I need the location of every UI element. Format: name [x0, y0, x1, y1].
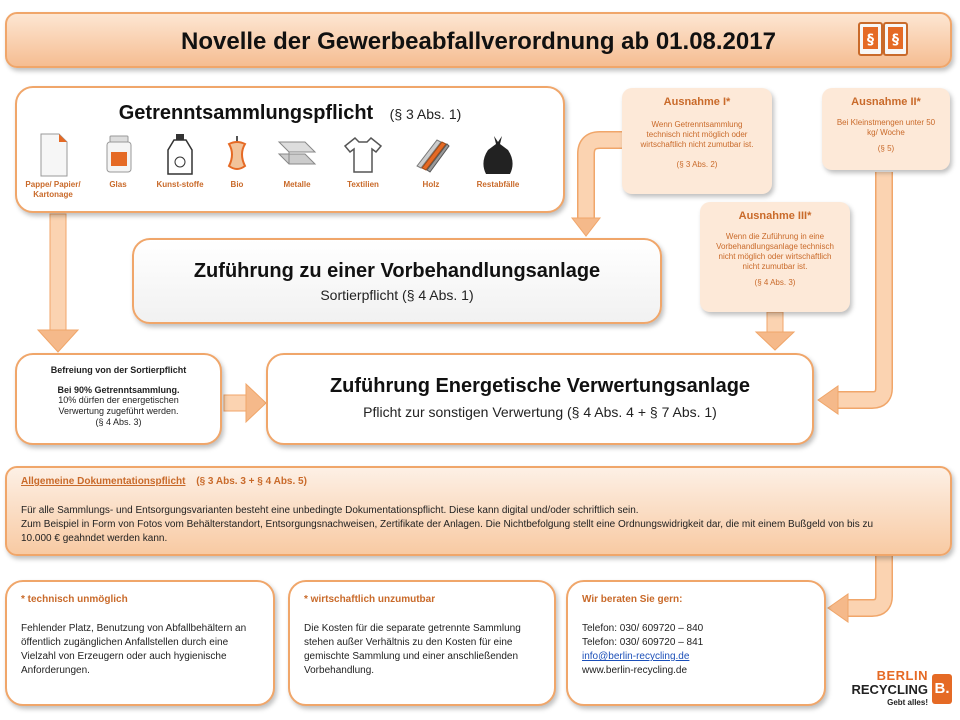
exception-2-ref: (§ 5): [877, 144, 895, 153]
logo-line2: RECYCLING: [851, 682, 928, 697]
technical-note-box: [5, 580, 275, 706]
exception-3-box: [700, 202, 850, 312]
wood-planks-icon: [411, 132, 451, 178]
exemption-title: Befreiung von der Sortierpflicht: [50, 365, 187, 375]
waste-item-bio: [207, 132, 267, 190]
arrow-exemption-to-energy: [224, 384, 266, 422]
waste-item-residual: [468, 132, 528, 190]
exception-2-box: [822, 88, 950, 170]
contact-phone-2: Telefon: 030/ 609720 – 841: [582, 637, 704, 648]
logo-line1: BERLIN: [876, 668, 928, 683]
berlin-recycling-logo: [842, 668, 954, 712]
separate-collection-title: Getrenntsammlungspflicht: [118, 102, 374, 124]
contact-email-link[interactable]: info@berlin-recycling.de: [582, 651, 690, 662]
exception-3-text: Wenn die Zuführung in eine Vorbehandlungsanlage technisch nicht möglich oder wirtschaftlich nicht zumutbar ist.: [716, 232, 834, 271]
plastic-bottle-icon: [160, 132, 200, 178]
exception-2-text: Bei Kleinstmengen unter 50 kg/ Woche: [836, 118, 936, 137]
economic-note-box: [288, 580, 556, 706]
contact-title: Wir beraten Sie gern:: [582, 594, 683, 605]
pretreatment-sub: Sortierpflicht (§ 4 Abs. 1): [320, 287, 474, 303]
metal-beams-icon: [275, 132, 319, 178]
waste-item-wood: [401, 132, 461, 190]
contact-website: www.berlin-recycling.de: [582, 665, 688, 676]
logo-letter: B.: [932, 674, 952, 704]
pretreatment-box: [132, 238, 662, 324]
exception-1-box: [622, 88, 772, 194]
waste-item-label: Metalle: [283, 180, 311, 189]
waste-item-metal: [267, 132, 327, 190]
glass-jar-icon: [98, 132, 138, 178]
economic-note-title: * wirtschaftlich unzumutbar: [304, 594, 436, 605]
arrow-collection-to-exemption: [38, 214, 78, 352]
waste-item-textiles: [333, 132, 393, 190]
waste-item-paper: [23, 132, 83, 200]
waste-item-label: Bio: [230, 180, 244, 189]
economic-note-text: Die Kosten für die separate getrennte Sammlung stehen außer Verhältnis zu den Kosten für eine gemischte Sammlung und einer anschließenden Vorbehandlung.: [304, 623, 521, 676]
page-title: Novelle der Gewerbeabfallverordnung ab 01.08.2017: [181, 28, 776, 55]
waste-item-label: Holz: [422, 180, 440, 189]
waste-item-label: Textilien: [347, 180, 379, 189]
exception-3-title: Ausnahme III*: [738, 210, 812, 222]
shirt-icon: [343, 132, 383, 178]
contact-box: [566, 580, 826, 706]
exception-1-ref: (§ 3 Abs. 2): [676, 160, 718, 169]
paper-icon: [33, 132, 73, 178]
exemption-text: 10% dürfen der energetischen Verwertung zugeführt werden.: [58, 395, 179, 416]
waste-item-label: Pappe/ Papier/ Kartonage: [25, 180, 81, 199]
svg-text:§: §: [892, 32, 899, 48]
energy-title: Zuführung Energetische Verwertungsanlage: [329, 375, 751, 397]
waste-item-label: Kunst-stoffe: [156, 180, 204, 189]
exemption-bold-line: Bei 90% Getrenntsammlung.: [57, 385, 180, 395]
waste-item-plastic: [150, 132, 210, 190]
exception-1-title: Ausnahme I*: [663, 96, 731, 108]
waste-item-label: Restabfälle: [476, 180, 520, 189]
apple-core-icon: [217, 132, 257, 178]
svg-text:§: §: [867, 32, 874, 48]
contact-phone-1: Telefon: 030/ 609720 – 840: [582, 623, 704, 634]
arrow-exception3-to-energy: [756, 312, 794, 350]
separate-collection-box: [15, 86, 565, 213]
waste-item-label: Glas: [109, 180, 127, 189]
energy-recovery-box: [266, 353, 814, 445]
exception-3-ref: (§ 4 Abs. 3): [754, 278, 796, 287]
exemption-ref: (§ 4 Abs. 3): [95, 417, 142, 427]
logo-slogan: Gebt alles!: [887, 698, 928, 707]
separate-collection-ref: (§ 3 Abs. 1): [389, 106, 462, 122]
arrow-exception1-to-pretreatment: [572, 140, 622, 236]
documentation-line1: Für alle Sammlungs- und Entsorgungsvarianten besteht eine unbedingte Dokumentationspflicht. Diese kann digital und/oder schriftlich sein.: [21, 505, 639, 516]
arrow-documentation-to-contact: [828, 556, 884, 622]
documentation-title: Allgemeine Dokumentationspflicht: [21, 476, 186, 487]
exception-2-title: Ausnahme II*: [851, 96, 921, 108]
exception-1-text: Wenn Getrenntsammlung technisch nicht möglich oder wirtschaftlich nicht zumutbar ist.: [640, 120, 754, 149]
technical-note-text: Fehlender Platz, Benutzung von Abfallbehältern an öffentlich zugänglichen Anfallstellen durch eine Vielzahl von Erzeugern oder auch hygienische Anforderungen.: [21, 623, 247, 676]
technical-note-title: * technisch unmöglich: [21, 594, 128, 605]
trash-bag-icon: [478, 132, 518, 178]
waste-item-glass: [88, 132, 148, 190]
energy-sub: Pflicht zur sonstigen Verwertung (§ 4 Abs. 4 + § 7 Abs. 1): [363, 404, 717, 420]
pretreatment-title: Zuführung zu einer Vorbehandlungsanlage: [193, 260, 601, 282]
documentation-line2: Zum Beispiel in Form von Fotos vom Behälterstandort, Entsorgungsnachweisen, Zertifikate der Anlagen. Die Nichtbefolgung stellt eine Ordnungswidrigkeit dar, die mit einem Bußgeld von bis zu 10.000 € geahndet werden kann.: [21, 519, 874, 544]
documentation-ref: (§ 3 Abs. 3 + § 4 Abs. 5): [196, 476, 307, 487]
exemption-box: [15, 353, 222, 445]
documentation-box: [5, 466, 952, 556]
